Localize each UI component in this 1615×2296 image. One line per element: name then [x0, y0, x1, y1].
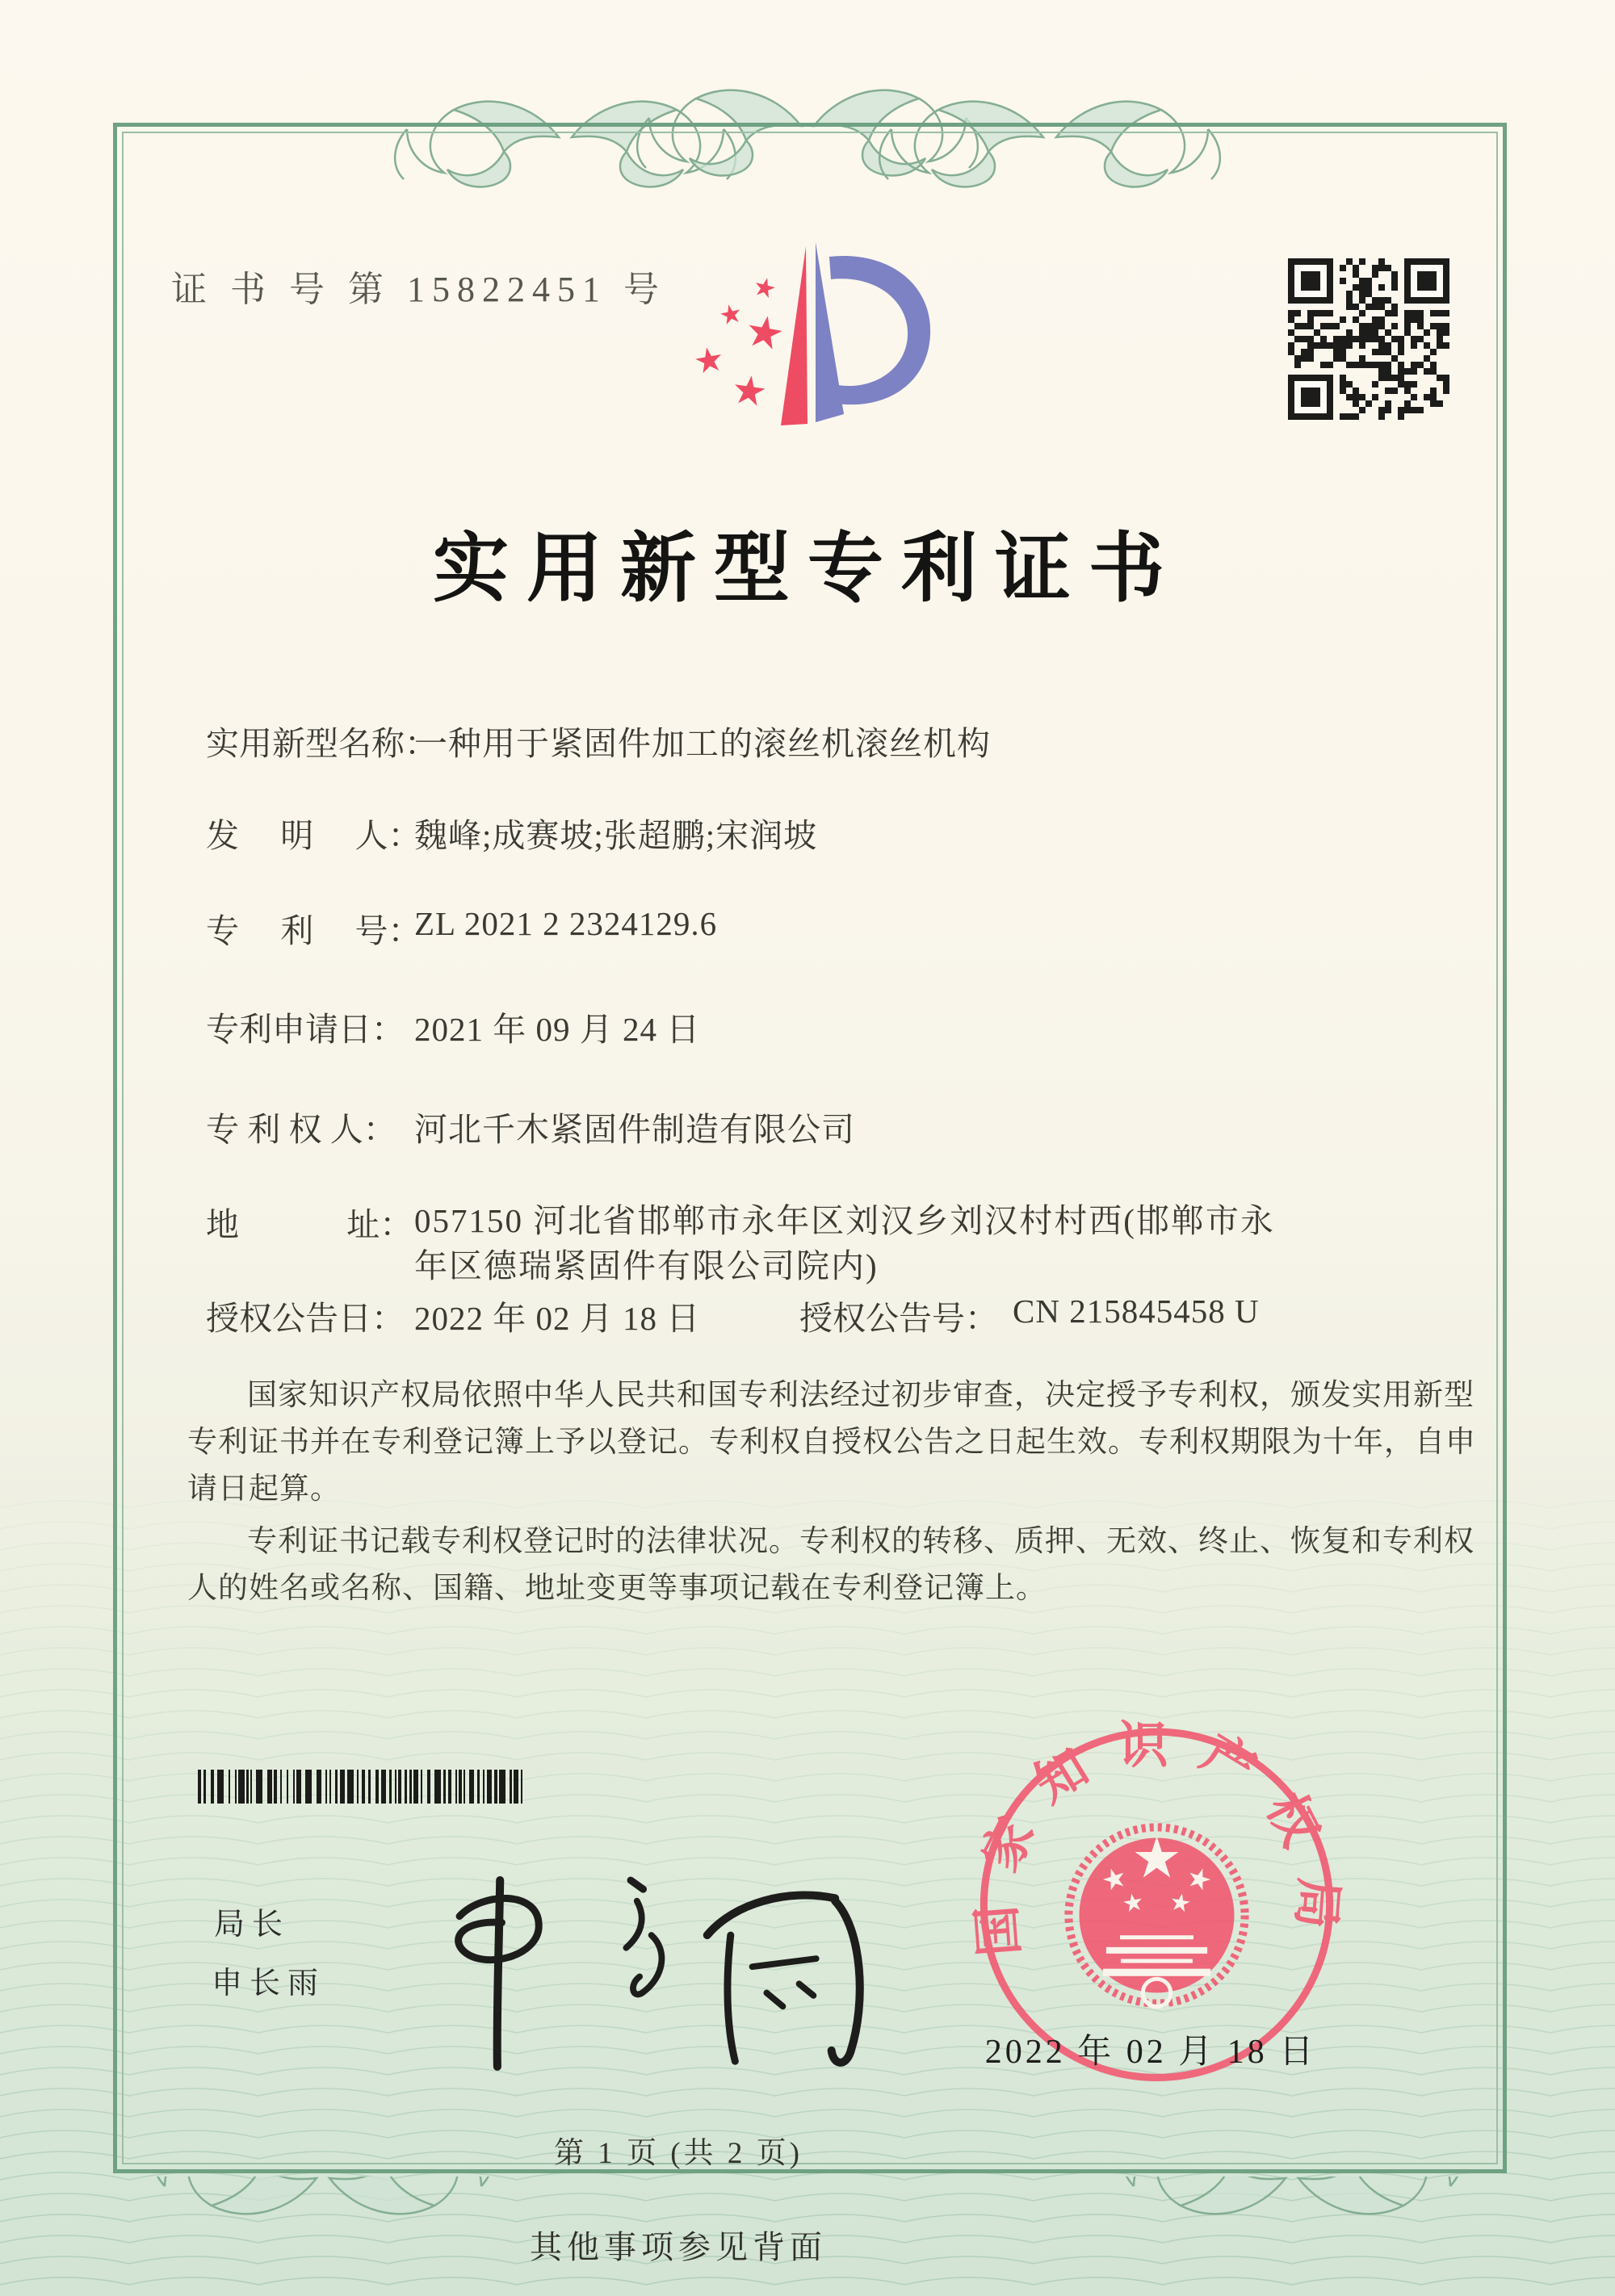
qr-code [1288, 258, 1449, 420]
legal-paragraph: 国家知识产权局依照中华人民共和国专利法经过初步审查，决定授予专利权，颁发实用新型专利证书并在专利登记簿上予以登记。专利权自授权公告之日起生效。专利权期限为十年，自申请日起算。 [187, 1379, 1476, 1506]
field-filing-date [206, 1003, 700, 1050]
field-value: ZL 2021 2 2324129.6 [414, 905, 718, 942]
field-label: 专 利 权 人： [206, 1111, 396, 1148]
field-value: 057150 河北省邯郸市永年区刘汉乡刘汉村村西(邯郸市永年区德瑞紧固件有限公司院内) [414, 1202, 1275, 1284]
field-patentee [206, 1103, 855, 1150]
barcode [198, 1770, 529, 1804]
seal-agency-text: 国家知识产权局 [966, 1716, 1348, 1959]
page-number-info: 第 1 页 (共 2 页) [554, 2137, 803, 2170]
cnipa-logo-icon [678, 226, 961, 484]
field-inventors [206, 809, 817, 857]
field-value: 魏峰;成赛坡;张超鹏;宋润坡 [414, 817, 818, 854]
field-label: 专 利 号： [206, 912, 422, 949]
field-label: 授权公告日： [206, 1300, 405, 1337]
certificate-title: 实用新型专利证书 [432, 527, 1182, 611]
field-value: 2022 年 02 月 18 日 [414, 1300, 701, 1337]
field-value: 2021 年 09 月 24 日 [414, 1011, 701, 1048]
field-value: 河北千木紧固件制造有限公司 [414, 1111, 855, 1148]
certificate-number: 证 书 号 第 15822451 号 [171, 270, 666, 309]
field-address [206, 1198, 1302, 1288]
commissioner-title: 局长 [214, 1908, 291, 1942]
commissioner-name: 申长雨 [212, 1967, 326, 2001]
field-label: 实用新型名称： [206, 725, 438, 762]
legal-paragraph: 专利证书记载专利权登记时的法律状况。专利权的转移、质押、无效、终止、恢复和专利权人的姓名或名称、国籍、地址变更等事项记载在专利登记簿上。 [187, 1525, 1474, 1605]
field-label: 发 明 人： [206, 817, 422, 854]
field-value: 一种用于紧固件加工的滚丝机滚丝机构 [414, 725, 991, 762]
legal-text-block [187, 1372, 1491, 1618]
field-value: CN 215845458 U [1013, 1293, 1260, 1330]
back-side-note: 其他事项参见背面 [530, 2229, 827, 2265]
seal-date: 2022 年 02 月 18 日 [984, 2034, 1317, 2071]
field-grant-row [206, 1292, 1498, 1339]
field-utility-model-name [206, 717, 991, 765]
field-label: 授权公告号： [799, 1300, 998, 1337]
commissioner-signature [396, 1849, 929, 2083]
field-patent-number [206, 904, 717, 952]
field-label: 专利申请日： [206, 1011, 405, 1048]
field-label: 地 址： [206, 1206, 413, 1243]
national-emblem-icon [1068, 1827, 1244, 2006]
field-grant-number [799, 1292, 1260, 1339]
